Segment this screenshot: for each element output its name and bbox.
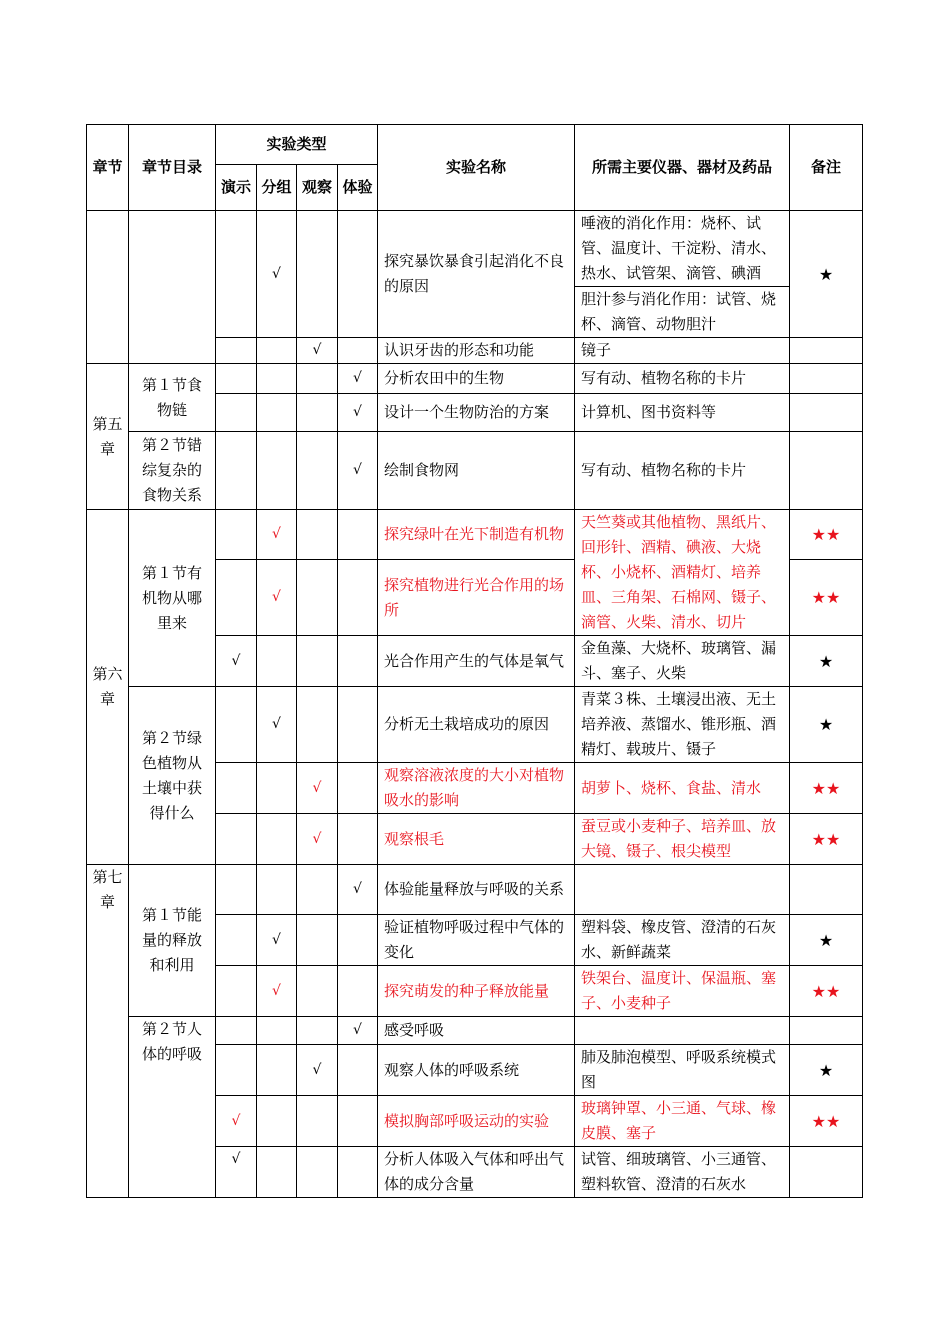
mark-experience [338,687,378,763]
mark-experience: √ [338,432,378,510]
header-experience: 体验 [338,165,378,211]
header-remark: 备注 [790,125,863,211]
mark-demo [216,510,257,560]
header-observe: 观察 [297,165,338,211]
experiment-name: 验证植物呼吸过程中气体的变化 [378,915,575,966]
mark-group [257,763,297,814]
experiment-name: 探究绿叶在光下制造有机物 [378,510,575,560]
header-section: 章节目录 [129,125,216,211]
mark-group [257,1147,297,1198]
mark-demo [216,814,257,865]
mark-demo: √ [216,1147,257,1198]
mark-demo [216,364,257,394]
mark-observe: √ [297,763,338,814]
experiment-name: 绘制食物网 [378,432,575,510]
mark-demo [216,560,257,636]
experiment-name: 观察人体的呼吸系统 [378,1045,575,1096]
experiment-name: 设计一个生物防治的方案 [378,394,575,432]
experiment-name: 分析农田中的生物 [378,364,575,394]
mark-demo [216,1045,257,1096]
remark-star: ★ [790,211,863,338]
mark-experience [338,211,378,338]
mark-group: √ [257,560,297,636]
mark-observe [297,865,338,915]
mark-group: √ [257,687,297,763]
mark-experience [338,338,378,364]
mark-observe: √ [297,338,338,364]
mark-demo [216,966,257,1017]
remark-star: ★ [790,636,863,687]
mark-demo [216,687,257,763]
mark-observe [297,1096,338,1147]
header-name: 实验名称 [378,125,575,211]
remark-star: ★ [790,915,863,966]
materials: 唾液的消化作用：烧杯、试管、温度计、干淀粉、清水、热水、试管架、滴管、碘酒 [575,211,790,287]
mark-experience [338,560,378,636]
remark-star: ★★ [790,966,863,1017]
experiment-name: 光合作用产生的气体是氧气 [378,636,575,687]
experiment-name: 探究植物进行光合作用的场所 [378,560,575,636]
mark-group [257,865,297,915]
remark-star: ★★ [790,763,863,814]
mark-demo: √ [216,1096,257,1147]
mark-group: √ [257,510,297,560]
section-label: 第２节错综复杂的食物关系 [129,432,216,510]
mark-experience: √ [338,364,378,394]
experiment-name: 感受呼吸 [378,1017,575,1045]
mark-group [257,338,297,364]
mark-observe [297,432,338,510]
remark [790,1147,863,1198]
header-materials: 所需主要仪器、器材及药品 [575,125,790,211]
chapter-label: 第五章 [87,364,129,510]
section-label: 第１节有机物从哪里来 [129,510,216,687]
materials: 写有动、植物名称的卡片 [575,432,790,510]
mark-experience [338,510,378,560]
remark-star: ★ [790,687,863,763]
mark-experience [338,1147,378,1198]
materials: 金鱼藻、大烧杯、玻璃管、漏斗、塞子、火柴 [575,636,790,687]
header-chapter: 章节 [87,125,129,211]
materials: 写有动、植物名称的卡片 [575,364,790,394]
mark-experience: √ [338,865,378,915]
mark-observe [297,636,338,687]
materials: 塑料袋、橡皮管、澄清的石灰水、新鲜蔬菜 [575,915,790,966]
mark-observe [297,211,338,338]
remark-star: ★★ [790,560,863,636]
materials: 胡萝卜、烧杯、食盐、清水 [575,763,790,814]
section-label: 第１节食物链 [129,364,216,432]
mark-group [257,814,297,865]
remark [790,865,863,915]
experiment-table [86,124,863,1198]
mark-group: √ [257,966,297,1017]
experiment-name: 分析无土栽培成功的原因 [378,687,575,763]
mark-observe [297,966,338,1017]
mark-demo [216,211,257,338]
mark-group [257,364,297,394]
mark-experience [338,1096,378,1147]
remark-star: ★ [790,1045,863,1096]
experiment-name: 体验能量释放与呼吸的关系 [378,865,575,915]
experiment-name: 探究萌发的种子释放能量 [378,966,575,1017]
materials: 试管、细玻璃管、小三通管、塑料软管、澄清的石灰水 [575,1147,790,1198]
section-label: 第２节绿色植物从土壤中获得什么 [129,687,216,865]
header-group: 分组 [257,165,297,211]
section-cell [129,211,216,364]
mark-observe [297,364,338,394]
remark-star: ★★ [790,1096,863,1147]
materials: 青菜３株、土壤浸出液、无土培养液、蒸馏水、锥形瓶、酒精灯、载玻片、镊子 [575,687,790,763]
mark-experience [338,1045,378,1096]
mark-observe [297,687,338,763]
remark-star: ★★ [790,814,863,865]
mark-observe: √ [297,814,338,865]
materials: 镜子 [575,338,790,364]
mark-observe [297,394,338,432]
materials [575,1017,790,1045]
chapter-cell [87,211,129,364]
mark-demo [216,432,257,510]
mark-demo [216,915,257,966]
materials: 计算机、图书资料等 [575,394,790,432]
section-label: 第１节能量的释放和利用 [129,865,216,1017]
materials: 铁架台、温度计、保温瓶、塞子、小麦种子 [575,966,790,1017]
experiment-name: 分析人体吸入气体和呼出气体的成分含量 [378,1147,575,1198]
mark-experience [338,814,378,865]
remark [790,364,863,394]
experiment-name: 模拟胸部呼吸运动的实验 [378,1096,575,1147]
mark-group [257,1017,297,1045]
header-type-group: 实验类型 [216,125,378,165]
mark-demo [216,394,257,432]
materials: 蚕豆或小麦种子、培养皿、放大镜、镊子、根尖模型 [575,814,790,865]
mark-experience [338,966,378,1017]
experiment-name: 观察溶液浓度的大小对植物吸水的影响 [378,763,575,814]
mark-demo [216,865,257,915]
mark-experience: √ [338,1017,378,1045]
mark-group: √ [257,915,297,966]
materials: 玻璃钟罩、小三通、气球、橡皮膜、塞子 [575,1096,790,1147]
header-demo: 演示 [216,165,257,211]
materials: 肺及肺泡模型、呼吸系统模式图 [575,1045,790,1096]
mark-group [257,1096,297,1147]
materials [575,865,790,915]
mark-group [257,1045,297,1096]
experiment-name: 认识牙齿的形态和功能 [378,338,575,364]
mark-group [257,432,297,510]
mark-observe [297,1017,338,1045]
mark-observe [297,1147,338,1198]
mark-observe [297,560,338,636]
mark-experience [338,763,378,814]
mark-group [257,636,297,687]
remark-star: ★★ [790,510,863,560]
chapter-label: 第六章 [87,510,129,865]
experiment-name: 观察根毛 [378,814,575,865]
mark-group [257,394,297,432]
mark-experience [338,915,378,966]
section-label: 第２节人体的呼吸 [129,1017,216,1198]
remark [790,1017,863,1045]
mark-demo: √ [216,636,257,687]
materials: 胆汁参与消化作用：试管、烧杯、滴管、动物胆汁 [575,287,790,338]
mark-demo [216,763,257,814]
mark-observe: √ [297,1045,338,1096]
remark [790,432,863,510]
mark-experience [338,636,378,687]
mark-experience: √ [338,394,378,432]
mark-observe [297,915,338,966]
mark-demo [216,338,257,364]
mark-group: √ [257,211,297,338]
experiment-name: 探究暴饮暴食引起消化不良的原因 [378,211,575,338]
mark-demo [216,1017,257,1045]
materials: 天竺葵或其他植物、黑纸片、回形针、酒精、碘液、大烧杯、小烧杯、酒精灯、培养皿、三角架、石棉网、镊子、滴管、火柴、清水、切片 [575,510,790,636]
mark-observe [297,510,338,560]
chapter-label: 第七章 [87,865,129,1198]
remark [790,394,863,432]
remark [790,338,863,364]
